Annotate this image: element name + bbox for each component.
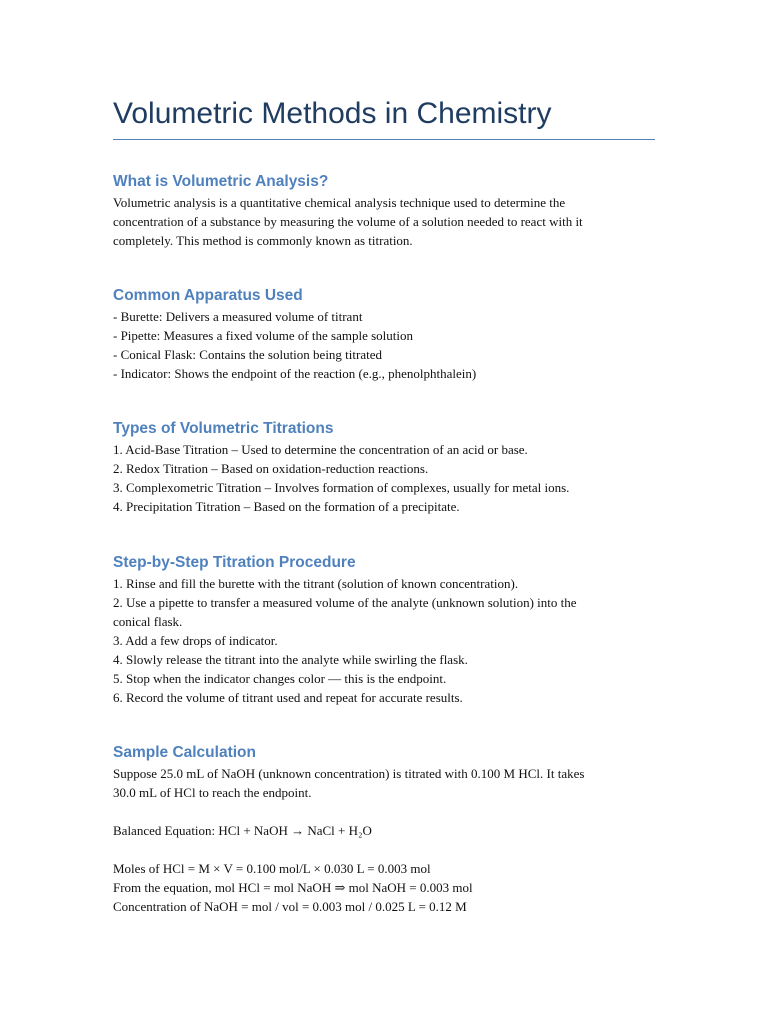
title-divider [113,139,655,140]
list-item: 4. Slowly release the titrant into the analyte while swirling the flask. [113,652,468,667]
list-item: 2. Redox Titration – Based on oxidation-reduction reactions. [113,461,429,476]
list-item: 3. Complexometric Titration – Involves formation of complexes, usually for metal ions. [113,480,570,495]
list-item: 1. Rinse and fill the burette with the titrant (solution of known concentration). [113,576,519,591]
list-item: - Burette: Delivers a measured volume of titrant [113,309,363,324]
list-item: 6. Record the volume of titrant used and repeat for accurate results. [113,690,463,705]
paragraph-line: completely. This method is commonly known as titration. [113,233,413,248]
list-item: 3. Add a few drops of indicator. [113,633,278,648]
section-heading: Sample Calculation [113,744,256,761]
section-heading: What is Volumetric Analysis? [113,173,329,190]
paragraph-line: concentration of a substance by measuring the volume of a solution needed to react with it [113,214,583,229]
section-common-apparatus [113,285,655,383]
blank-line [113,802,655,821]
document-title: Volumetric Methods in Chemistry [113,97,552,130]
list-item: 5. Stop when the indicator changes color — this is the endpoint. [113,671,447,686]
list-item: conical flask. [113,614,183,629]
section-types-of-titrations [113,418,655,516]
list-item: - Pipette: Measures a fixed volume of the sample solution [113,328,414,343]
section-heading: Types of Volumetric Titrations [113,420,334,437]
list-item: 4. Precipitation Titration – Based on the formation of a precipitate. [113,499,460,514]
section-what-is-volumetric-analysis [113,171,655,250]
calculation-line: Moles of HCl = M × V = 0.100 mol/L × 0.030 L = 0.003 mol [113,861,431,876]
list-item: - Conical Flask: Contains the solution being titrated [113,347,382,362]
paragraph-line: Suppose 25.0 mL of NaOH (unknown concentration) is titrated with 0.100 M HCl. It takes [113,766,585,781]
paragraph-line: 30.0 mL of HCl to reach the endpoint. [113,785,312,800]
calculation-line: From the equation, mol HCl = mol NaOH ⇒ mol NaOH = 0.003 mol [113,880,473,895]
paragraph-line: Volumetric analysis is a quantitative chemical analysis technique used to determine the [113,195,566,210]
list-item: 1. Acid-Base Titration – Used to determine the concentration of an acid or base. [113,442,528,457]
section-sample-calculation [113,742,655,916]
list-item: - Indicator: Shows the endpoint of the reaction (e.g., phenolphthalein) [113,366,477,381]
section-heading: Step-by-Step Titration Procedure [113,554,356,571]
equation-line: Balanced Equation: HCl + NaOH → NaCl + H₂O [113,823,372,838]
calculation-line: Concentration of NaOH = mol / vol = 0.003 mol / 0.025 L = 0.12 M [113,899,467,914]
blank-line [113,840,655,859]
section-heading: Common Apparatus Used [113,287,303,304]
section-titration-procedure [113,552,655,707]
list-item: 2. Use a pipette to transfer a measured volume of the analyte (unknown solution) into the [113,595,577,610]
